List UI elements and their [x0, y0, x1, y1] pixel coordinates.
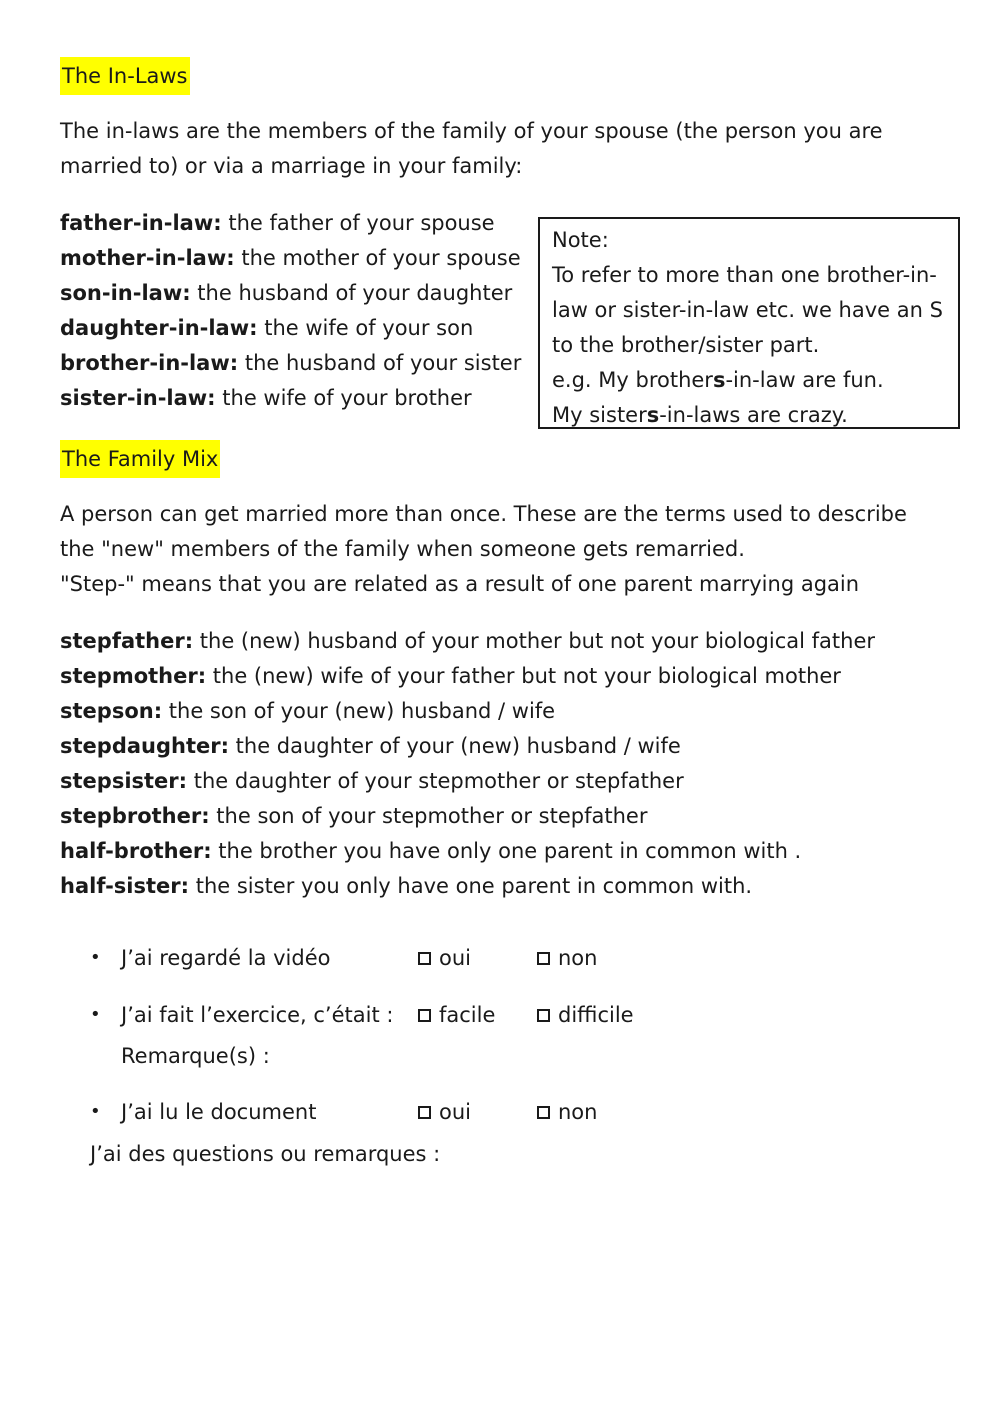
- term: father-in-law:: [60, 211, 222, 235]
- definition: the wife of your brother: [215, 386, 472, 410]
- inlaws-term-list: [60, 206, 521, 416]
- mix-step-note: "Step-" means that you are related as a result of one parent marrying again: [60, 572, 860, 596]
- bullet: •: [90, 1101, 101, 1122]
- list-item: [60, 869, 875, 904]
- list-item: [60, 694, 875, 729]
- checklist-label: J’ai regardé la vidéo: [121, 946, 331, 970]
- term: half-sister:: [60, 874, 190, 898]
- definition: the sister you only have one parent in common with.: [189, 874, 753, 898]
- option-oui[interactable]: oui: [418, 1094, 471, 1130]
- term: stepfather:: [60, 629, 194, 653]
- checkbox-icon[interactable]: [418, 1009, 431, 1022]
- checklist-item-video: [0, 940, 1000, 976]
- checkbox-icon[interactable]: [418, 1106, 431, 1119]
- definition: the daughter of your (new) husband / wife: [228, 734, 681, 758]
- list-item: [60, 381, 521, 416]
- questions-label: J’ai des questions ou remarques :: [90, 1142, 441, 1166]
- list-item: [60, 206, 521, 241]
- term: stepsister:: [60, 769, 188, 793]
- checklist-label: J’ai fait l’exercice, c’était :: [121, 1003, 394, 1027]
- note-example-1: e.g. My brothers-in-law are fun.: [552, 368, 884, 392]
- definition: the (new) wife of your father but not your biological mother: [206, 664, 841, 688]
- list-item: [60, 764, 875, 799]
- checklist-item-document: [0, 1094, 1000, 1130]
- note-example-2: My sisters-in-laws are crazy.: [552, 403, 848, 427]
- bullet: •: [90, 947, 101, 968]
- term: sister-in-law:: [60, 386, 216, 410]
- bullet: •: [90, 1004, 101, 1025]
- list-item: [60, 311, 521, 346]
- list-item: [60, 729, 875, 764]
- term: mother-in-law:: [60, 246, 235, 270]
- list-item: [60, 799, 875, 834]
- list-item: [60, 834, 875, 869]
- list-item: [60, 624, 875, 659]
- definition: the husband of your sister: [238, 351, 522, 375]
- definition: the brother you have only one parent in common with .: [211, 839, 802, 863]
- option-facile[interactable]: facile: [418, 997, 495, 1033]
- definition: the father of your spouse: [221, 211, 495, 235]
- option-difficile[interactable]: difficile: [537, 997, 634, 1033]
- term: half-brother:: [60, 839, 212, 863]
- term: son-in-law:: [60, 281, 191, 305]
- definition: the wife of your son: [257, 316, 474, 340]
- section-title-inlaws: The In-Laws: [60, 57, 190, 95]
- list-item: [60, 241, 521, 276]
- term: stepbrother:: [60, 804, 210, 828]
- definition: the son of your (new) husband / wife: [162, 699, 556, 723]
- definition: the son of your stepmother or stepfather: [209, 804, 648, 828]
- definition: the husband of your daughter: [190, 281, 513, 305]
- definition: the (new) husband of your mother but not your biological father: [193, 629, 876, 653]
- remarks-label: Remarque(s) :: [121, 1044, 270, 1068]
- option-oui[interactable]: oui: [418, 940, 471, 976]
- term: stepson:: [60, 699, 163, 723]
- list-item: [60, 346, 521, 381]
- note-text: To refer to more than one brother-in-law or sister-in-law etc. we have an S to the brother/sister part.: [552, 263, 943, 357]
- inlaws-intro: The in-laws are the members of the family of your spouse (the person you are married to) or via a marriage in your family:: [60, 119, 883, 178]
- checkbox-icon[interactable]: [537, 952, 550, 965]
- option-non[interactable]: non: [537, 940, 597, 976]
- mix-intro: A person can get married more than once. These are the terms used to describe the "new" members of the family when someone gets remarried.: [60, 502, 907, 561]
- note-title: Note:: [552, 228, 609, 252]
- mix-term-list: [60, 624, 875, 904]
- checkbox-icon[interactable]: [537, 1106, 550, 1119]
- checklist-label: J’ai lu le document: [121, 1100, 317, 1124]
- checkbox-icon[interactable]: [537, 1009, 550, 1022]
- definition: the mother of your spouse: [234, 246, 521, 270]
- checklist-item-exercise: [0, 997, 1000, 1033]
- term: stepdaughter:: [60, 734, 229, 758]
- term: daughter-in-law:: [60, 316, 258, 340]
- term: brother-in-law:: [60, 351, 239, 375]
- note-box: [538, 217, 960, 429]
- checkbox-icon[interactable]: [418, 952, 431, 965]
- term: stepmother:: [60, 664, 207, 688]
- section-title-family-mix: The Family Mix: [60, 440, 220, 478]
- list-item: [60, 659, 875, 694]
- option-non[interactable]: non: [537, 1094, 597, 1130]
- list-item: [60, 276, 521, 311]
- definition: the daughter of your stepmother or stepfather: [187, 769, 684, 793]
